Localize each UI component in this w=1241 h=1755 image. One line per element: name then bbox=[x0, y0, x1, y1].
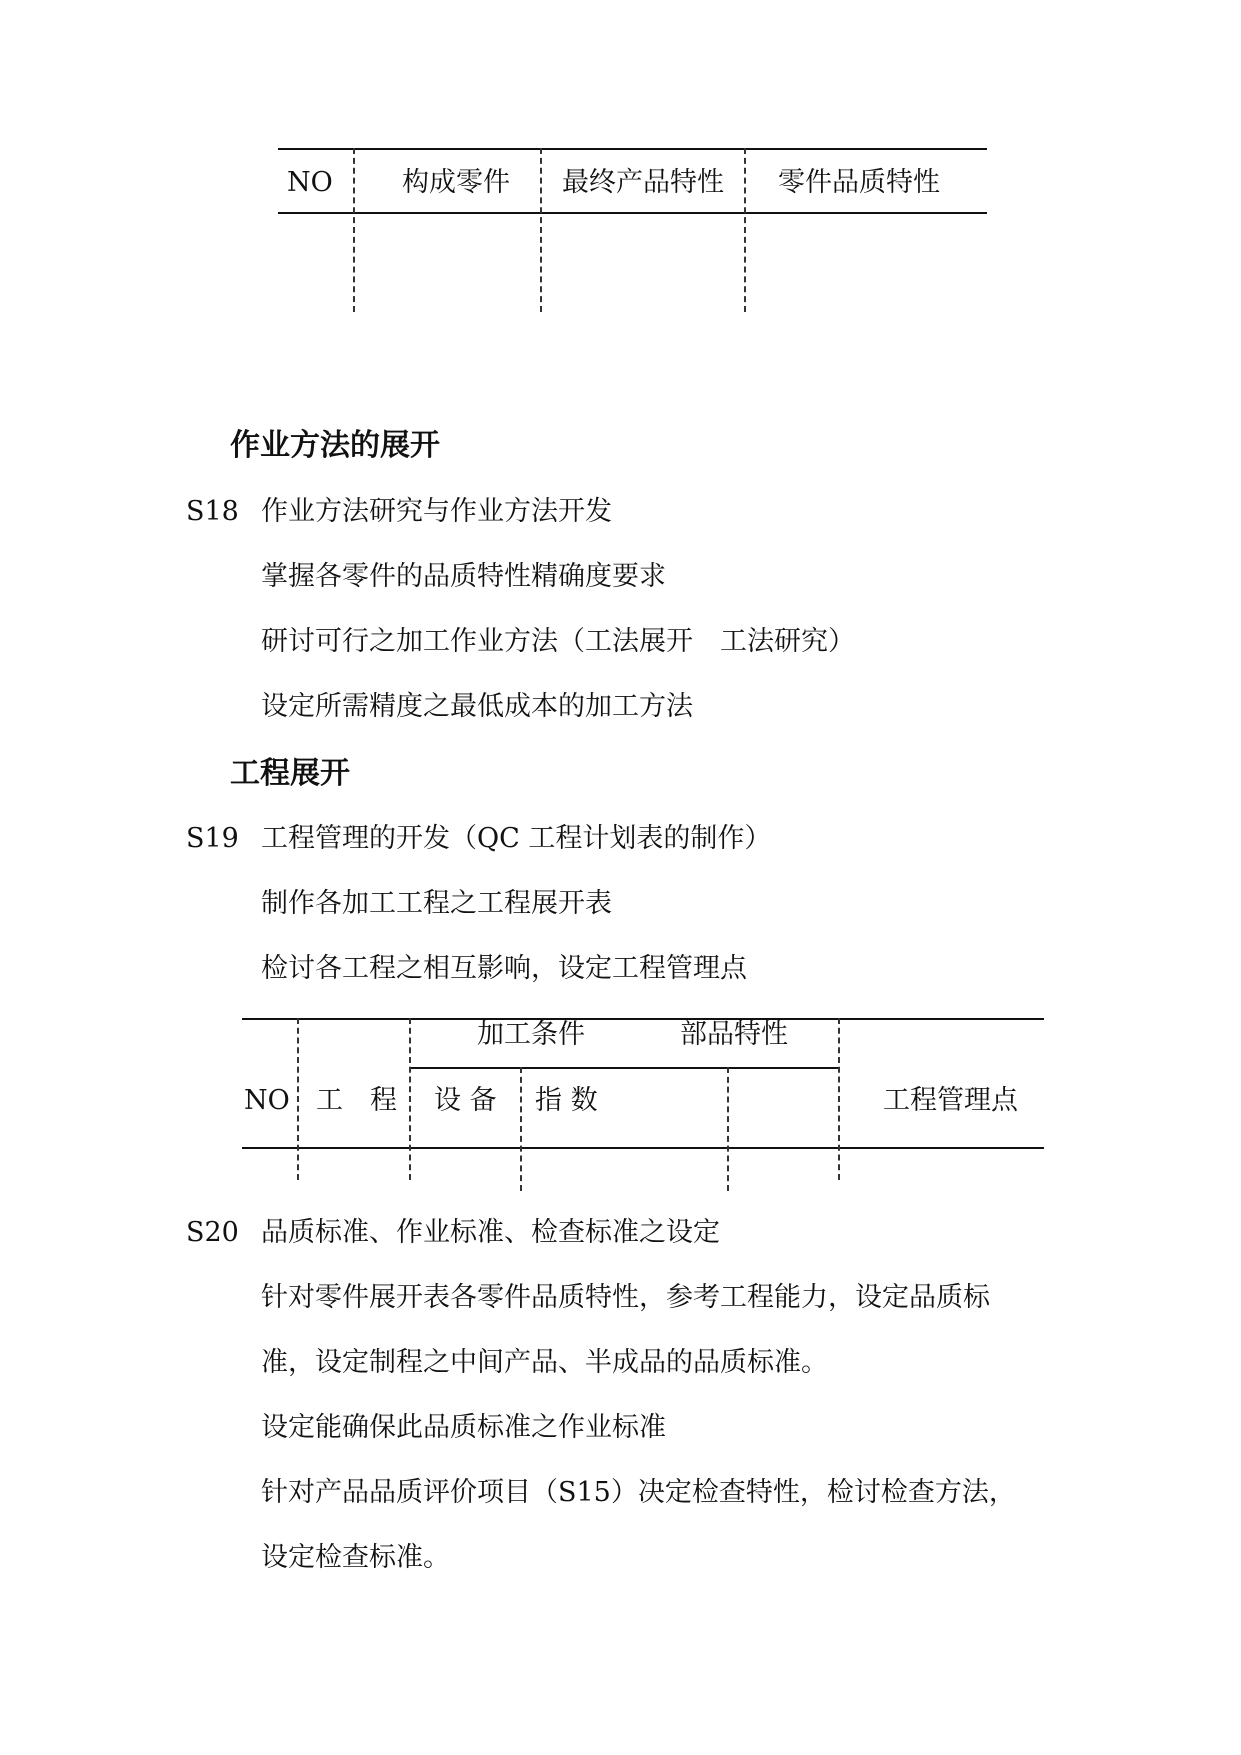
table2-header-part-characteristics: 部品特性 bbox=[680, 1019, 788, 1050]
table2-header-rule bbox=[242, 1147, 1044, 1149]
table2-group-rule bbox=[410, 1067, 840, 1069]
table2-header-equipment: 设 备 bbox=[434, 1085, 497, 1116]
table2-top-rule bbox=[242, 1018, 1044, 1020]
body-line: 准，设定制程之中间产品、半成品的品质标准。 bbox=[261, 1347, 828, 1378]
table1-header-part-quality-characteristics: 零件品质特性 bbox=[778, 167, 940, 198]
step-title: 品质标准、作业标准、检查标准之设定 bbox=[261, 1217, 720, 1248]
body-line: 针对零件展开表各零件品质特性，参考工程能力，设定品质标 bbox=[261, 1282, 990, 1313]
table1-top-rule bbox=[278, 148, 987, 150]
table1-header-no: NO bbox=[287, 167, 333, 198]
table1-header-component: 构成零件 bbox=[402, 167, 510, 198]
body-line: 设定检查标准。 bbox=[261, 1542, 450, 1573]
step-number: S20 bbox=[186, 1217, 239, 1248]
body-line: 针对产品品质评价项目（S15）决定检查特性，检讨检查方法， bbox=[261, 1477, 1016, 1508]
section-heading-method: 作业方法的展开 bbox=[230, 428, 440, 463]
table2-header-no: NO bbox=[244, 1085, 290, 1116]
body-line: 掌握各零件的品质特性精确度要求 bbox=[261, 561, 666, 592]
section-heading-process: 工程展开 bbox=[230, 756, 350, 791]
body-line: 设定能确保此品质标准之作业标准 bbox=[261, 1412, 666, 1443]
table1-header-rule bbox=[278, 212, 987, 214]
table2-header-process: 工 程 bbox=[316, 1085, 397, 1116]
body-line: 设定所需精度之最低成本的加工方法 bbox=[261, 691, 693, 722]
table1-divider bbox=[744, 148, 746, 312]
table2-divider bbox=[409, 1018, 411, 1180]
step-number: S18 bbox=[186, 496, 239, 527]
body-line: 检讨各工程之相互影响，设定工程管理点 bbox=[261, 953, 747, 984]
table2-header-control-point: 工程管理点 bbox=[883, 1085, 1018, 1116]
body-line: 制作各加工工程之工程展开表 bbox=[261, 888, 612, 919]
body-line: 研讨可行之加工作业方法（工法展开 工法研究） bbox=[261, 626, 855, 657]
table1-divider bbox=[353, 148, 355, 312]
table2-header-index: 指 数 bbox=[535, 1085, 598, 1116]
table1-divider bbox=[540, 148, 542, 312]
table2-divider bbox=[727, 1067, 729, 1191]
step-number: S19 bbox=[186, 823, 239, 854]
step-title: 工程管理的开发（QC 工程计划表的制作） bbox=[261, 823, 772, 854]
step-title: 作业方法研究与作业方法开发 bbox=[261, 496, 612, 527]
table2-divider bbox=[297, 1018, 299, 1180]
table2-header-processing-conditions: 加工条件 bbox=[477, 1019, 585, 1050]
table2-divider bbox=[838, 1018, 840, 1180]
table2-divider bbox=[520, 1067, 522, 1191]
table1-header-final-product-characteristics: 最终产品特性 bbox=[562, 167, 724, 198]
